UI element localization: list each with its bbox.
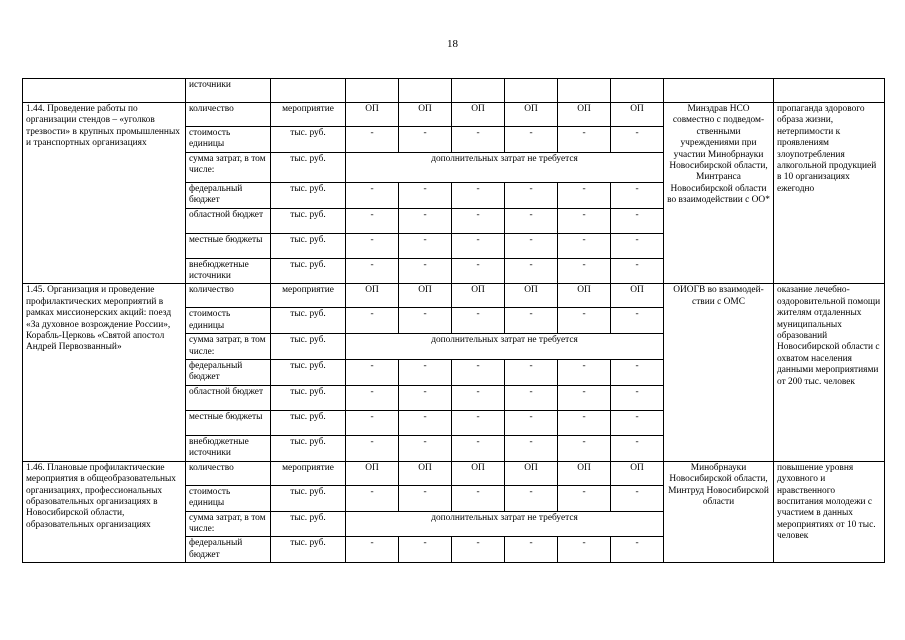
value-cell: - — [346, 233, 399, 258]
unit-cell: тыс. руб. — [271, 511, 346, 537]
indicator-cell: внебюджетные источники — [186, 258, 271, 284]
value-cell: - — [558, 385, 611, 410]
unit-cell: тыс. руб. — [271, 385, 346, 410]
value-cell: - — [346, 127, 399, 153]
value-cell: - — [452, 435, 505, 461]
value-cell: - — [611, 258, 664, 284]
value-cell: - — [346, 360, 399, 386]
value-cell: - — [558, 258, 611, 284]
value-cell: - — [452, 208, 505, 233]
executor-cell: Минобрнауки Новосибирской области, Минтруд Новосибирской области — [664, 461, 774, 562]
value-cell: ОП — [505, 284, 558, 308]
value-cell: - — [452, 385, 505, 410]
value-cell: - — [505, 208, 558, 233]
value-cell: ОП — [346, 461, 399, 485]
value-cell: ОП — [611, 103, 664, 127]
value-cell: - — [346, 182, 399, 208]
indicator-cell: стоимость единицы — [186, 308, 271, 334]
value-cell: - — [399, 258, 452, 284]
value-cell: - — [346, 258, 399, 284]
unit-cell: тыс. руб. — [271, 435, 346, 461]
value-cell: - — [505, 385, 558, 410]
value-cell: - — [611, 435, 664, 461]
indicator-cell: стоимость единицы — [186, 485, 271, 511]
indicator-cell: источники — [186, 79, 271, 103]
value-cell: ОП — [558, 103, 611, 127]
unit-cell: тыс. руб. — [271, 537, 346, 563]
table-row — [23, 103, 885, 127]
value-cell: ОП — [611, 461, 664, 485]
value-cell: - — [505, 485, 558, 511]
value-cell: ОП — [452, 284, 505, 308]
measures-table — [22, 78, 885, 563]
indicator-cell: сумма затрат, в том числе: — [186, 511, 271, 537]
value-cell: ОП — [452, 103, 505, 127]
executor-cell: ОИОГВ во взаимодей-ствии с ОМС — [664, 284, 774, 461]
value-cell: ОП — [399, 284, 452, 308]
unit-cell: тыс. руб. — [271, 208, 346, 233]
value-cell: - — [558, 360, 611, 386]
executor-cell: Минздрав НСО совместно с подведом-ственными учреждениями при участии Минобрнауки Новосибирской области, Минтранса Новосибирской области во взаимодействии с ОО* — [664, 103, 774, 284]
value-cell: - — [611, 308, 664, 334]
value-cell: - — [505, 308, 558, 334]
value-cell: ОП — [558, 284, 611, 308]
value-cell: - — [558, 308, 611, 334]
page-number: 18 — [447, 38, 458, 50]
value-cell: - — [399, 410, 452, 435]
value-cell: - — [611, 410, 664, 435]
value-cell: - — [558, 537, 611, 563]
value-cell: - — [399, 127, 452, 153]
table-row — [23, 284, 885, 308]
value-cell: - — [558, 208, 611, 233]
unit-cell: тыс. руб. — [271, 127, 346, 153]
value-cell: - — [505, 127, 558, 153]
unit-cell: тыс. руб. — [271, 334, 346, 360]
value-cell: ОП — [399, 103, 452, 127]
cost-note: дополнительных затрат не требуется — [346, 152, 664, 182]
value-cell: - — [399, 385, 452, 410]
indicator-cell: стоимость единицы — [186, 127, 271, 153]
value-cell: - — [505, 233, 558, 258]
value-cell: - — [452, 308, 505, 334]
result-cell: оказание лечебно-оздоровительной помощи жителям отдаленных муниципальных образований Новосибирской области с охватом населения данными мероприятиями от 200 тыс. человек — [774, 284, 885, 461]
value-cell: - — [452, 537, 505, 563]
cost-note: дополнительных затрат не требуется — [346, 334, 664, 360]
value-cell: - — [558, 485, 611, 511]
indicator-cell: количество — [186, 284, 271, 308]
measure-name: 1.45. Организация и проведение профилактических мероприятий в рамках миссионерских акций: поезд «За духовное возрождение России», Корабль-Церковь «Святой апостол Андрей Первозванный» — [23, 284, 186, 461]
cost-note: дополнительных затрат не требуется — [346, 511, 664, 537]
unit-cell: тыс. руб. — [271, 258, 346, 284]
value-cell: - — [399, 182, 452, 208]
value-cell: ОП — [399, 461, 452, 485]
unit-cell: тыс. руб. — [271, 152, 346, 182]
indicator-cell: сумма затрат, в том числе: — [186, 334, 271, 360]
result-cell: повышение уровня духовного и нравственного воспитания молодежи с участием в данных мероприятиях от 10 тыс. человек — [774, 461, 885, 562]
indicator-cell: федеральный бюджет — [186, 537, 271, 563]
indicator-cell: количество — [186, 103, 271, 127]
value-cell: - — [346, 308, 399, 334]
value-cell: - — [452, 233, 505, 258]
unit-cell: тыс. руб. — [271, 308, 346, 334]
value-cell: - — [399, 537, 452, 563]
indicator-cell: количество — [186, 461, 271, 485]
value-cell — [452, 79, 505, 103]
measure-name: 1.44. Проведение работы по организации стендов – «уголков трезвости» в крупных промышленных и транспортных организациях — [23, 103, 186, 284]
indicator-cell: областной бюджет — [186, 385, 271, 410]
unit-cell: тыс. руб. — [271, 182, 346, 208]
value-cell: ОП — [346, 103, 399, 127]
value-cell: - — [346, 410, 399, 435]
unit-cell: тыс. руб. — [271, 233, 346, 258]
indicator-cell: местные бюджеты — [186, 233, 271, 258]
value-cell: - — [452, 360, 505, 386]
value-cell: - — [452, 258, 505, 284]
value-cell: - — [505, 360, 558, 386]
indicator-cell: сумма затрат, в том числе: — [186, 152, 271, 182]
value-cell: - — [399, 360, 452, 386]
value-cell: - — [611, 233, 664, 258]
value-cell: - — [346, 485, 399, 511]
value-cell: - — [505, 182, 558, 208]
value-cell: - — [399, 435, 452, 461]
value-cell: ОП — [611, 284, 664, 308]
unit-cell: мероприятие — [271, 284, 346, 308]
unit-cell: тыс. руб. — [271, 360, 346, 386]
value-cell: ОП — [558, 461, 611, 485]
unit-cell: тыс. руб. — [271, 485, 346, 511]
value-cell — [399, 79, 452, 103]
value-cell — [558, 79, 611, 103]
executor-cell — [664, 79, 774, 103]
value-cell: - — [452, 410, 505, 435]
result-cell: пропаганда здорового образа жизни, нетерпимости к проявлениям злоупотребления алкогольной продукцией в 10 организациях ежегодно — [774, 103, 885, 284]
indicator-cell: внебюджетные источники — [186, 435, 271, 461]
value-cell: - — [558, 435, 611, 461]
table-body — [23, 79, 885, 563]
value-cell: - — [346, 385, 399, 410]
value-cell: ОП — [346, 284, 399, 308]
value-cell: - — [611, 182, 664, 208]
value-cell: - — [399, 233, 452, 258]
value-cell: - — [611, 360, 664, 386]
value-cell: ОП — [452, 461, 505, 485]
value-cell: - — [505, 537, 558, 563]
value-cell: - — [346, 435, 399, 461]
value-cell: - — [558, 127, 611, 153]
value-cell: - — [611, 485, 664, 511]
value-cell: - — [505, 258, 558, 284]
table-row — [23, 79, 885, 103]
table-row — [23, 461, 885, 485]
unit-cell — [271, 79, 346, 103]
value-cell: - — [399, 308, 452, 334]
value-cell — [346, 79, 399, 103]
result-cell — [774, 79, 885, 103]
value-cell: - — [611, 208, 664, 233]
indicator-cell: местные бюджеты — [186, 410, 271, 435]
indicator-cell: федеральный бюджет — [186, 360, 271, 386]
value-cell: - — [452, 182, 505, 208]
value-cell: - — [399, 485, 452, 511]
value-cell: ОП — [505, 103, 558, 127]
value-cell: - — [611, 537, 664, 563]
unit-cell: мероприятие — [271, 103, 346, 127]
measure-name: 1.46. Плановые профилактические мероприятия в общеобразовательных организациях, профессиональных образовательных организациях в Новосибирской области, образовательных организациях — [23, 461, 186, 562]
unit-cell: тыс. руб. — [271, 410, 346, 435]
name-cell — [23, 79, 186, 103]
value-cell — [611, 79, 664, 103]
value-cell: - — [452, 485, 505, 511]
value-cell: - — [346, 537, 399, 563]
value-cell: - — [611, 127, 664, 153]
unit-cell: мероприятие — [271, 461, 346, 485]
value-cell: - — [558, 233, 611, 258]
indicator-cell: федеральный бюджет — [186, 182, 271, 208]
value-cell: - — [346, 208, 399, 233]
value-cell — [505, 79, 558, 103]
value-cell: - — [611, 385, 664, 410]
indicator-cell: областной бюджет — [186, 208, 271, 233]
value-cell: - — [558, 410, 611, 435]
value-cell: - — [452, 127, 505, 153]
value-cell: - — [399, 208, 452, 233]
value-cell: - — [558, 182, 611, 208]
value-cell: ОП — [505, 461, 558, 485]
value-cell: - — [505, 410, 558, 435]
value-cell: - — [505, 435, 558, 461]
